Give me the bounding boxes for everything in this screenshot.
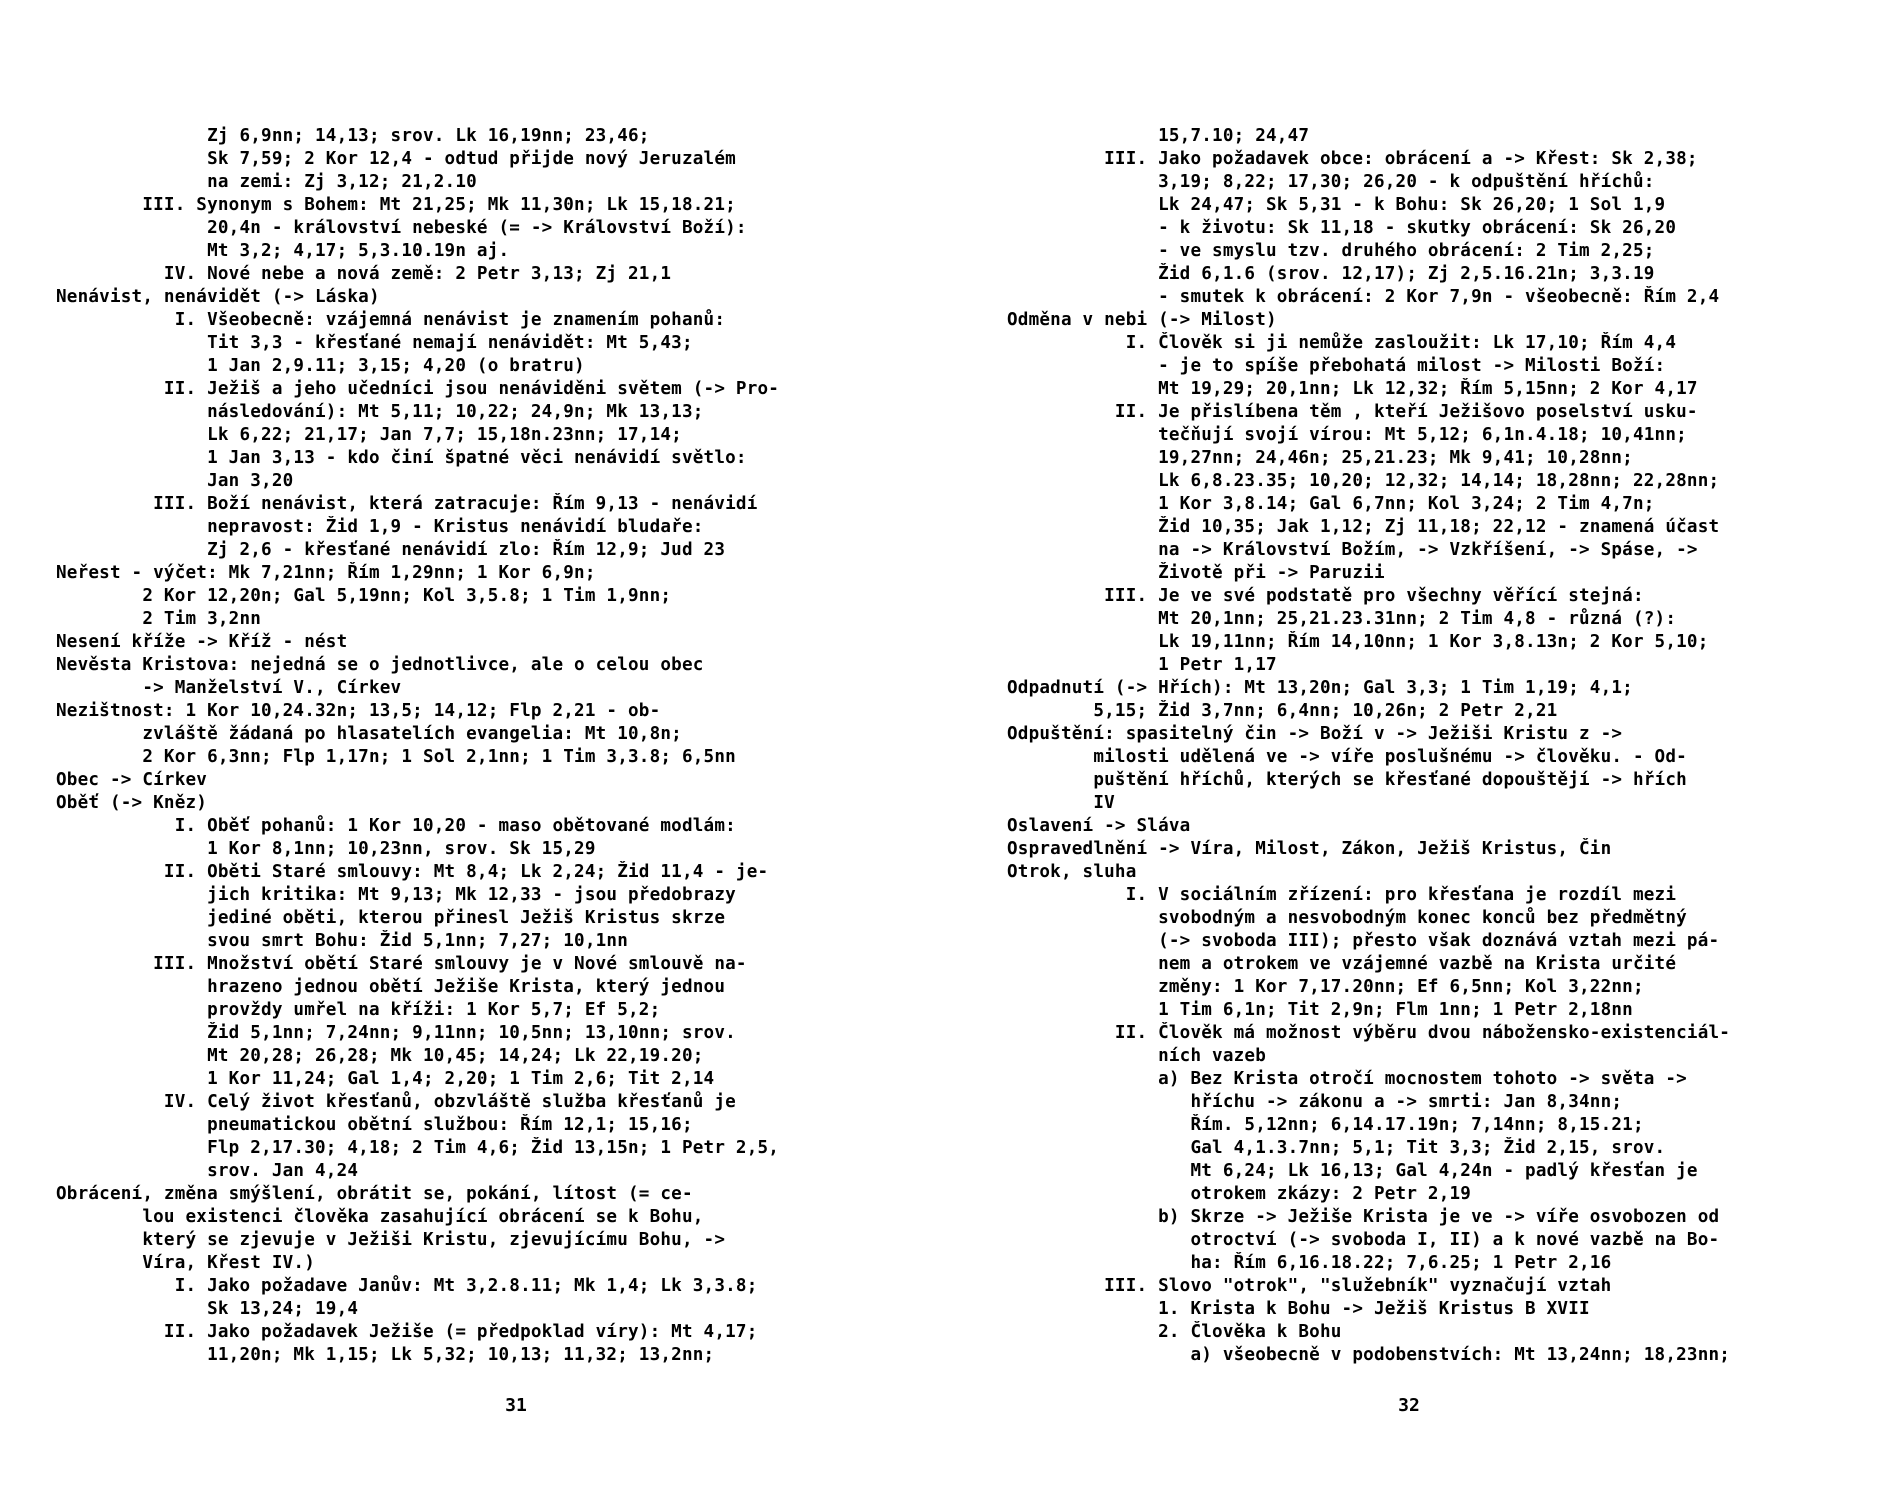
text-line: na zemi: Zj 3,12; 21,2.10 <box>56 172 477 192</box>
right-page-text <box>1007 125 1845 1367</box>
text-line: Nezištnost: 1 Kor 10,24.32n; 13,5; 14,12; Flp 2,21 - ob- <box>56 701 661 721</box>
text-line: Zj 2,6 - křesťané nenávidí zlo: Řím 12,9; Jud 23 <box>56 540 726 560</box>
text-line: a) Bez Krista otročí mocnostem tohoto -> světa -> <box>1007 1069 1687 1089</box>
text-line: Tit 3,3 - křesťané nemají nenávidět: Mt 5,43; <box>56 333 693 353</box>
text-line: I. Člověk si ji nemůže zasloužit: Lk 17,10; Řím 4,4 <box>1007 333 1677 353</box>
text-line: 1 Tim 6,1n; Tit 2,9n; Flm 1nn; 1 Petr 2,18nn <box>1007 1000 1633 1020</box>
text-line: III. Slovo "otrok", "služebník" vyznačují vztah <box>1007 1276 1612 1296</box>
text-line: Žid 5,1nn; 7,24nn; 9,11nn; 10,5nn; 13,10nn; srov. <box>56 1023 736 1043</box>
text-line: tečňují svojí vírou: Mt 5,12; 6,1n.4.18; 10,41nn; <box>1007 425 1687 445</box>
text-line: srov. Jan 4,24 <box>56 1161 359 1181</box>
text-line: Mt 20,28; 26,28; Mk 10,45; 14,24; Lk 22,19.20; <box>56 1046 704 1066</box>
text-line: Nesení kříže -> Kříž - nést <box>56 632 348 652</box>
text-line: Obec -> Církev <box>56 770 208 790</box>
text-line: svobodným a nesvobodným konec konců bez předmětný <box>1007 908 1687 928</box>
text-line: II. Oběti Staré smlouvy: Mt 8,4; Lk 2,24; Žid 11,4 - je- <box>56 862 769 882</box>
text-line: IV. Nové nebe a nová země: 2 Petr 3,13; Zj 21,1 <box>56 264 672 284</box>
text-line: - ve smyslu tzv. druhého obrácení: 2 Tim 2,25; <box>1007 241 1655 261</box>
text-line: Sk 13,24; 19,4 <box>56 1299 359 1319</box>
text-line: I. Jako požadave Janův: Mt 3,2.8.11; Mk 1,4; Lk 3,3.8; <box>56 1276 758 1296</box>
text-line: III. Boží nenávist, která zatracuje: Řím 9,13 - nenávidí <box>56 494 758 514</box>
right-page-number: 32 <box>1398 1395 1420 1416</box>
text-line: 3,19; 8,22; 17,30; 26,20 - k odpuštění hříchů: <box>1007 172 1655 192</box>
text-line: III. Synonym s Bohem: Mt 21,25; Mk 11,30n; Lk 15,18.21; <box>56 195 736 215</box>
text-line: a) všeobecně v podobenstvích: Mt 13,24nn; 18,23nn; <box>1007 1345 1731 1365</box>
text-line: -> Manželství V., Církev <box>56 678 402 698</box>
text-line: IV <box>1007 793 1115 813</box>
text-line: 1 Kor 8,1nn; 10,23nn, srov. Sk 15,29 <box>56 839 596 859</box>
text-line: Lk 24,47; Sk 5,31 - k Bohu: Sk 26,20; 1 Sol 1,9 <box>1007 195 1666 215</box>
text-line: I. Všeobecně: vzájemná nenávist je znamením pohanů: <box>56 310 726 330</box>
text-line: nem a otrokem ve vzájemné vazbě na Krista určité <box>1007 954 1677 974</box>
left-page-number: 31 <box>505 1395 527 1416</box>
text-line: Lk 6,22; 21,17; Jan 7,7; 15,18n.23nn; 17,14; <box>56 425 682 445</box>
text-line: provždy umřel na kříži: 1 Kor 5,7; Ef 5,2; <box>56 1000 661 1020</box>
text-line: Odpuštění: spasitelný čin -> Boží v -> Ježiši Kristu z -> <box>1007 724 1623 744</box>
text-line: 1 Kor 3,8.14; Gal 6,7nn; Kol 3,24; 2 Tim 4,7n; <box>1007 494 1655 514</box>
text-line: II. Člověk má možnost výběru dvou nábožensko-existenciál- <box>1007 1023 1731 1043</box>
text-line: nepravost: Žid 1,9 - Kristus nenávidí bludaře: <box>56 517 704 537</box>
text-line: Sk 7,59; 2 Kor 12,4 - odtud přijde nový Jeruzalém <box>56 149 736 169</box>
text-line: Obrácení, změna smýšlení, obrátit se, pokání, lítost (= ce- <box>56 1184 693 1204</box>
text-line: Žid 10,35; Jak 1,12; Zj 11,18; 22,12 - znamená účast <box>1007 517 1720 537</box>
text-line: jediné oběti, kterou přinesl Ježiš Kristus skrze <box>56 908 726 928</box>
text-line: změny: 1 Kor 7,17.20nn; Ef 6,5nn; Kol 3,22nn; <box>1007 977 1644 997</box>
text-line: 1 Jan 2,9.11; 3,15; 4,20 (o bratru) <box>56 356 585 376</box>
text-line: Zj 6,9nn; 14,13; srov. Lk 16,19nn; 23,46; <box>56 126 650 146</box>
text-line: Životě při -> Paruzii <box>1007 563 1385 583</box>
text-line: II. Jako požadavek Ježiše (= předpoklad víry): Mt 4,17; <box>56 1322 758 1342</box>
text-line: Ospravedlnění -> Víra, Milost, Zákon, Ježiš Kristus, Čin <box>1007 839 1612 859</box>
text-line: 2 Kor 6,3nn; Flp 1,17n; 1 Sol 2,1nn; 1 Tim 3,3.8; 6,5nn <box>56 747 736 767</box>
text-line: IV. Celý život křesťanů, obzvláště služba křesťanů je <box>56 1092 736 1112</box>
text-line: Mt 19,29; 20,1nn; Lk 12,32; Řím 5,15nn; 2 Kor 4,17 <box>1007 379 1698 399</box>
text-line: otroctví (-> svoboda I, II) a k nové vazbě na Bo- <box>1007 1230 1720 1250</box>
text-line: milosti udělená ve -> víře poslušnému -> člověku. - Od- <box>1007 747 1687 767</box>
text-line: hříchu -> zákonu a -> smrti: Jan 8,34nn; <box>1007 1092 1623 1112</box>
text-line: I. V sociálním zřízení: pro křesťana je rozdíl mezi <box>1007 885 1677 905</box>
text-line: na -> Království Božím, -> Vzkříšení, -> Spáse, -> <box>1007 540 1698 560</box>
text-line: II. Je přislíbena těm , kteří Ježišovo poselství usku- <box>1007 402 1698 422</box>
text-line: Mt 6,24; Lk 16,13; Gal 4,24n - padlý křesťan je <box>1007 1161 1698 1181</box>
text-line: Víra, Křest IV.) <box>56 1253 316 1273</box>
text-line: otrokem zkázy: 2 Petr 2,19 <box>1007 1184 1472 1204</box>
text-line: III. Je ve své podstatě pro všechny věřící stejná: <box>1007 586 1644 606</box>
text-line: (-> svoboda III); přesto však doznává vztah mezi pá- <box>1007 931 1720 951</box>
text-line: lou existenci člověka zasahující obrácení se k Bohu, <box>56 1207 704 1227</box>
text-line: následování): Mt 5,11; 10,22; 24,9n; Mk 13,13; <box>56 402 704 422</box>
text-line: který se zjevuje v Ježiši Kristu, zjevujícímu Bohu, -> <box>56 1230 726 1250</box>
text-line: 1. Krista k Bohu -> Ježiš Kristus B XVII <box>1007 1299 1590 1319</box>
text-line: Flp 2,17.30; 4,18; 2 Tim 4,6; Žid 13,15n; 1 Petr 2,5, <box>56 1138 780 1158</box>
text-line: Nenávist, nenávidět (-> Láska) <box>56 287 380 307</box>
text-line: 19,27nn; 24,46n; 25,21.23; Mk 9,41; 10,28nn; <box>1007 448 1633 468</box>
text-line: III. Množství obětí Staré smlouvy je v Nové smlouvě na- <box>56 954 747 974</box>
text-line: Žid 6,1.6 (srov. 12,17); Zj 2,5.16.21n; 3,3.19 <box>1007 264 1655 284</box>
text-line: 11,20n; Mk 1,15; Lk 5,32; 10,13; 11,32; 13,2nn; <box>56 1345 715 1365</box>
text-line: Lk 6,8.23.35; 10,20; 12,32; 14,14; 18,28nn; 22,28nn; <box>1007 471 1720 491</box>
text-line: 20,4n - království nebeské (= -> Království Boží): <box>56 218 747 238</box>
text-line: 1 Kor 11,24; Gal 1,4; 2,20; 1 Tim 2,6; Tit 2,14 <box>56 1069 715 1089</box>
text-line: zvláště žádaná po hlasatelích evangelia: Mt 10,8n; <box>56 724 682 744</box>
text-line: 5,15; Žid 3,7nn; 6,4nn; 10,26n; 2 Petr 2,21 <box>1007 701 1558 721</box>
text-line: - je to spíše přebohatá milost -> Milosti Boží: <box>1007 356 1666 376</box>
text-line: ních vazeb <box>1007 1046 1267 1066</box>
text-line: Otrok, sluha <box>1007 862 1137 882</box>
text-line: Oběť (-> Kněz) <box>56 793 208 813</box>
right-page <box>949 0 1898 1500</box>
text-line: Odpadnutí (-> Hřích): Mt 13,20n; Gal 3,3; 1 Tim 1,19; 4,1; <box>1007 678 1633 698</box>
text-line: b) Skrze -> Ježiše Krista je ve -> víře osvobozen od <box>1007 1207 1720 1227</box>
text-line: Řím. 5,12nn; 6,14.17.19n; 7,14nn; 8,15.21; <box>1007 1115 1644 1135</box>
text-line: hrazeno jednou obětí Ježiše Krista, který jednou <box>56 977 726 997</box>
text-line: I. Oběť pohanů: 1 Kor 10,20 - maso obětované modlám: <box>56 816 736 836</box>
text-line: 2 Tim 3,2nn <box>56 609 262 629</box>
text-line: Oslavení -> Sláva <box>1007 816 1191 836</box>
text-line: svou smrt Bohu: Žid 5,1nn; 7,27; 10,1nn <box>56 931 628 951</box>
text-line: 2. Člověka k Bohu <box>1007 1322 1342 1342</box>
text-line: III. Jako požadavek obce: obrácení a -> Křest: Sk 2,38; <box>1007 149 1698 169</box>
text-line: Mt 20,1nn; 25,21.23.31nn; 2 Tim 4,8 - různá (?): <box>1007 609 1677 629</box>
text-line: Gal 4,1.3.7nn; 5,1; Tit 3,3; Žid 2,15, srov. <box>1007 1138 1666 1158</box>
left-page-text <box>56 125 894 1367</box>
text-line: Neřest - výčet: Mk 7,21nn; Řím 1,29nn; 1 Kor 6,9n; <box>56 563 596 583</box>
text-line: - k životu: Sk 11,18 - skutky obrácení: Sk 26,20 <box>1007 218 1677 238</box>
text-line: jich kritika: Mt 9,13; Mk 12,33 - jsou předobrazy <box>56 885 736 905</box>
text-line: ha: Řím 6,16.18.22; 7,6.25; 1 Petr 2,16 <box>1007 1253 1612 1273</box>
text-line: 1 Jan 3,13 - kdo činí špatné věci nenávidí světlo: <box>56 448 747 468</box>
text-line: II. Ježiš a jeho učedníci jsou nenáviděni světem (-> Pro- <box>56 379 780 399</box>
text-line: puštění hříchů, kterých se křesťané dopouštějí -> hřích <box>1007 770 1687 790</box>
text-line: Nevěsta Kristova: nejedná se o jednotlivce, ale o celou obec <box>56 655 704 675</box>
text-line: Odměna v nebi (-> Milost) <box>1007 310 1277 330</box>
text-line: - smutek k obrácení: 2 Kor 7,9n - všeobecně: Řím 2,4 <box>1007 287 1720 307</box>
text-line: Mt 3,2; 4,17; 5,3.10.19n aj. <box>56 241 510 261</box>
text-line: pneumatickou obětní službou: Řím 12,1; 15,16; <box>56 1115 693 1135</box>
text-line: 15,7.10; 24,47 <box>1007 126 1310 146</box>
text-line: 2 Kor 12,20n; Gal 5,19nn; Kol 3,5.8; 1 Tim 1,9nn; <box>56 586 672 606</box>
text-line: Lk 19,11nn; Řím 14,10nn; 1 Kor 3,8.13n; 2 Kor 5,10; <box>1007 632 1709 652</box>
text-line: 1 Petr 1,17 <box>1007 655 1277 675</box>
text-line: Jan 3,20 <box>56 471 294 491</box>
